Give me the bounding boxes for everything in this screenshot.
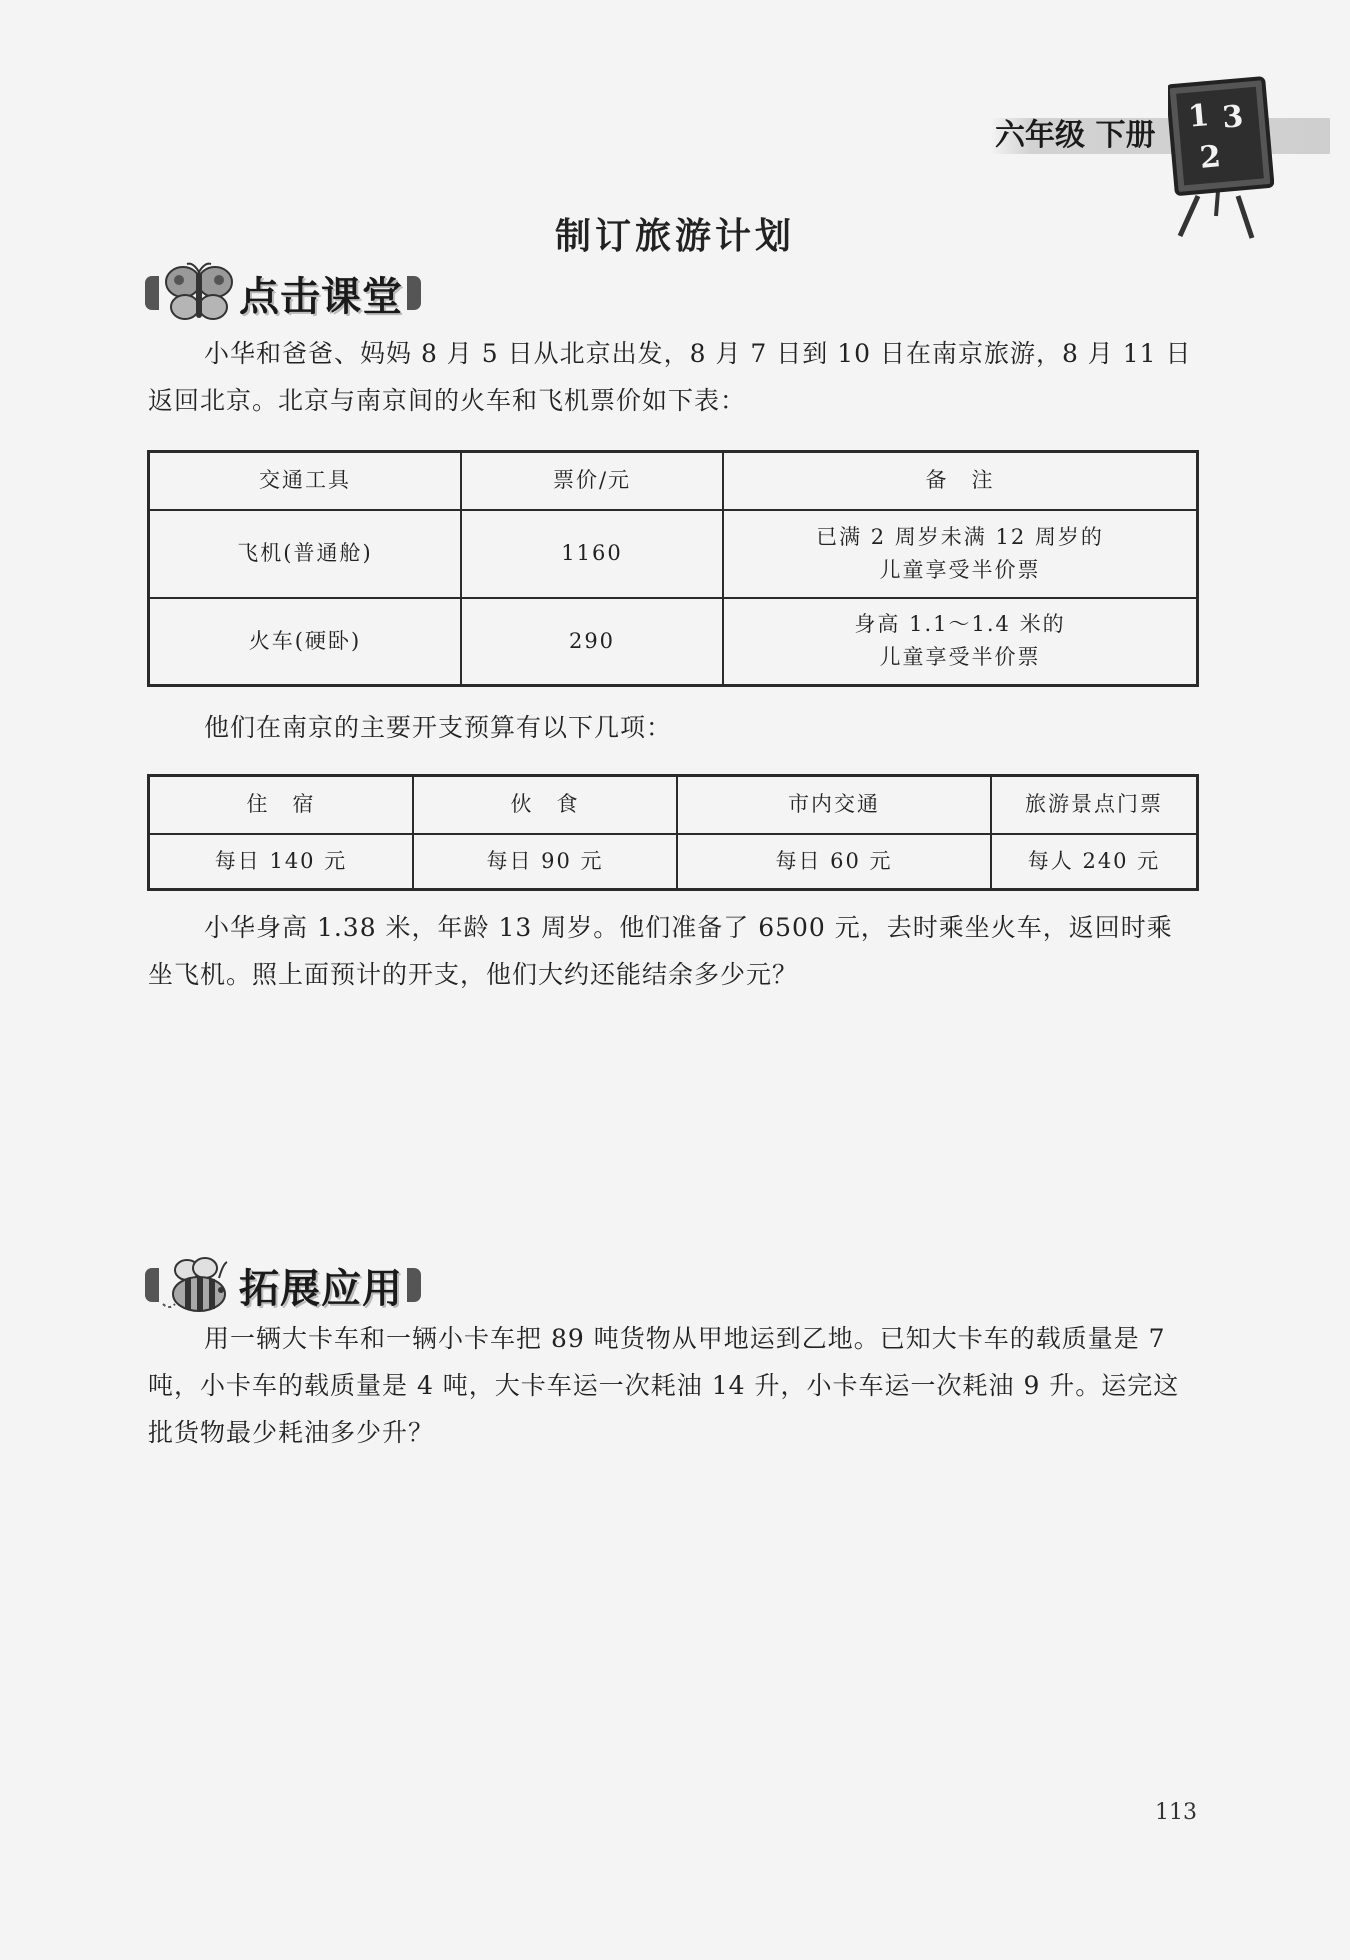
section-title-classroom: 点击课堂 — [239, 273, 403, 320]
fare-note-line: 已满 2 周岁未满 12 周岁的 — [816, 524, 1104, 549]
question-paragraph: 小华身高 1.38 米，年龄 13 周岁。他们准备了 6500 元，去时乘坐火车，返回时乘坐飞机。照上面预计的开支，他们大约还能结余多少元？ — [148, 913, 1173, 989]
section-cap-left — [145, 276, 159, 310]
fare-note-line: 儿童享受半价票 — [879, 557, 1041, 582]
budget-header-lodging: 住 宿 — [149, 776, 414, 834]
fare-cell-price: 1160 — [461, 510, 723, 598]
section-cap-right — [407, 276, 421, 310]
fare-cell-note — [723, 510, 1198, 598]
budget-header-meals: 伙 食 — [413, 776, 677, 834]
fare-row-plane — [149, 510, 1198, 598]
section-cap-right — [407, 1268, 421, 1302]
budget-intro: 他们在南京的主要开支预算有以下几项： — [204, 713, 673, 742]
budget-value-tickets: 每人 240 元 — [991, 834, 1198, 890]
lesson-title: 制订旅游计划 — [554, 216, 795, 257]
fare-cell-price: 290 — [461, 598, 723, 686]
board-digit-2: 2 — [1198, 139, 1223, 176]
butterfly-icon — [159, 260, 239, 326]
bee-icon — [159, 1252, 239, 1318]
budget-value-transit: 每日 60 元 — [677, 834, 991, 890]
fare-table — [147, 450, 1199, 687]
problem-paragraph: 用一辆大卡车和一辆小卡车把 89 吨货物从甲地运到乙地。已知大卡车的载质量是 7 吨，小卡车的载质量是 4 吨，大卡车运一次耗油 14 升，小卡车运一次耗油 9 升。运完这批货物最少耗油多少升？ — [148, 1324, 1180, 1447]
budget-table — [147, 774, 1199, 891]
intro-paragraph: 小华和爸爸、妈妈 8 月 5 日从北京出发，8 月 7 日到 10 日在南京旅游，8 月 11 日返回北京。北京与南京间的火车和飞机票价如下表： — [148, 339, 1192, 415]
fare-header-price: 票价/元 — [461, 452, 723, 510]
fare-note-line: 儿童享受半价票 — [879, 645, 1041, 670]
page-number: 113 — [1155, 1800, 1197, 1825]
fare-table-header-row — [149, 452, 1198, 510]
fare-note-line: 身高 1.1～1.4 米的 — [854, 612, 1066, 637]
board-digit-1: 1 — [1186, 98, 1211, 135]
budget-header-row — [149, 776, 1198, 834]
board-digit-3: 3 — [1220, 99, 1245, 136]
budget-header-transit: 市内交通 — [677, 776, 991, 834]
fare-cell-note — [723, 598, 1198, 686]
fare-cell-tool: 火车(硬卧) — [149, 598, 462, 686]
budget-value-meals: 每日 90 元 — [413, 834, 677, 890]
fare-header-note: 备 注 — [723, 452, 1198, 510]
budget-value-row — [149, 834, 1198, 890]
fare-row-train — [149, 598, 1198, 686]
grade-label: 六年级 下册 — [995, 118, 1156, 153]
fare-cell-tool: 飞机(普通舱) — [149, 510, 462, 598]
fare-header-tool: 交通工具 — [149, 452, 462, 510]
section-title-extension: 拓展应用 — [239, 1265, 403, 1312]
budget-value-lodging: 每日 140 元 — [149, 834, 414, 890]
section-cap-left — [145, 1268, 159, 1302]
budget-header-tickets: 旅游景点门票 — [991, 776, 1198, 834]
section-header-classroom — [145, 260, 421, 326]
section-header-extension — [145, 1252, 421, 1318]
